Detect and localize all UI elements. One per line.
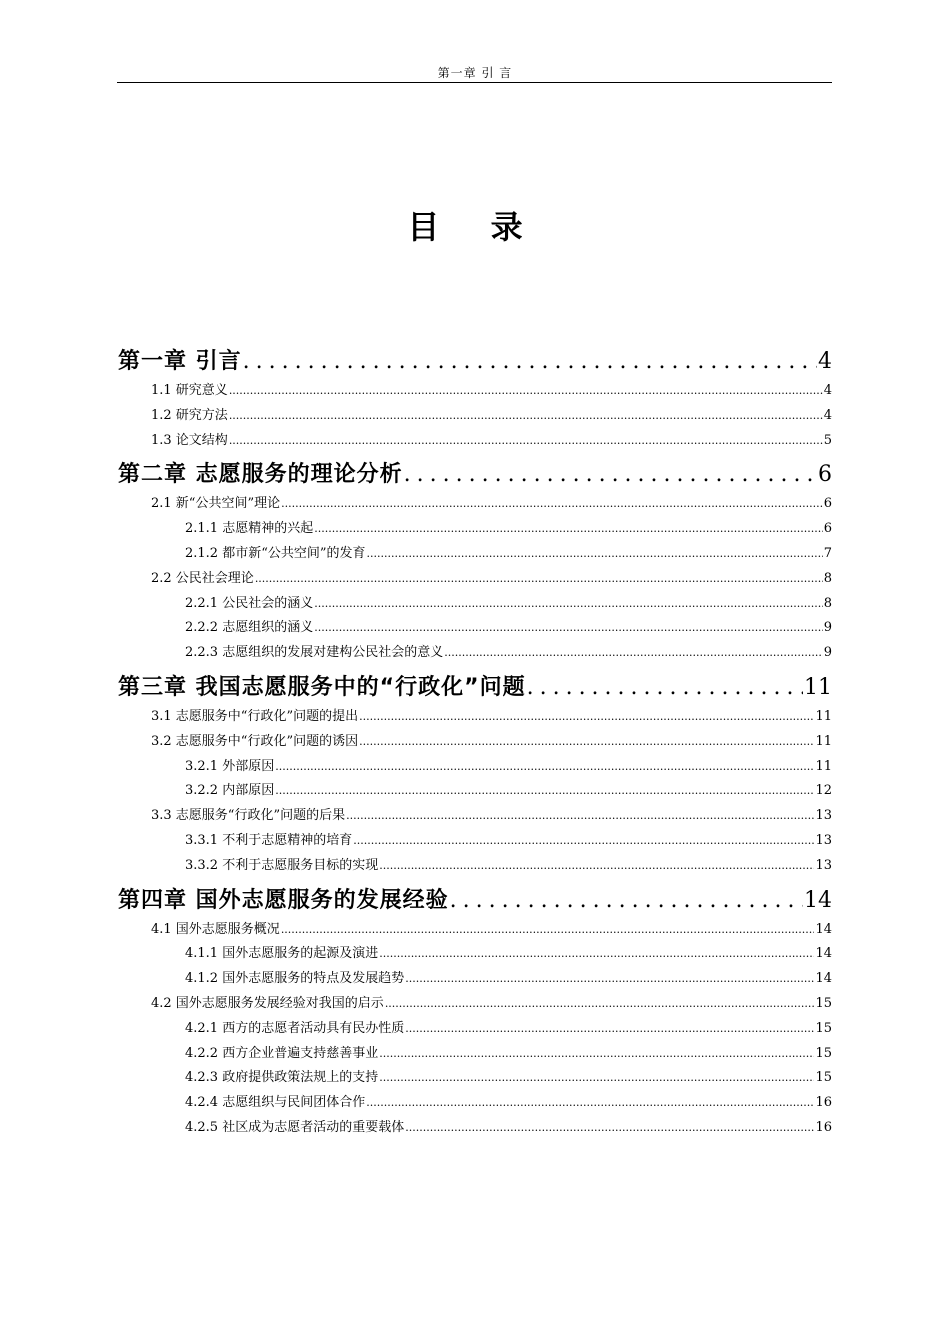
dot-leader: [379, 942, 814, 967]
toc-entry-label: 3.3.2 不利于志愿服务目标的实现: [185, 857, 379, 873]
toc-page-number: 13: [815, 808, 832, 824]
dot-leader: [405, 967, 814, 992]
toc-page-number: 8: [823, 570, 832, 586]
toc-page-number: 6: [823, 496, 832, 512]
toc-page-number: 14: [804, 887, 832, 913]
toc-entry-label: 4.2.1 西方的志愿者活动具有民办性质: [185, 1020, 405, 1036]
dot-leader: [450, 883, 803, 918]
toc-section-entry[interactable]: [118, 804, 832, 829]
toc-entry-label: 1.3 论文结构: [151, 432, 228, 448]
toc-entry-label: 第二章 志愿服务的理论分析: [118, 462, 403, 488]
toc-section-entry[interactable]: [118, 1066, 832, 1091]
toc-page-number: 15: [815, 995, 832, 1011]
toc-entry-label: 3.2.1 外部原因: [185, 758, 275, 774]
dot-leader: [243, 344, 817, 379]
dot-leader: [404, 457, 817, 492]
toc-entry-label: 4.2.2 西方企业普遍支持慈善事业: [185, 1045, 379, 1061]
dot-leader: [405, 1116, 814, 1141]
toc-entry-label: 2.2.2 志愿组织的涵义: [185, 620, 314, 636]
toc-section-entry[interactable]: [118, 967, 832, 992]
toc-page-number: 16: [815, 1119, 832, 1135]
toc-entry-label: 第一章 引言: [118, 349, 242, 374]
toc-section-entry[interactable]: [118, 1116, 832, 1141]
dot-leader: [314, 517, 823, 542]
toc-entry-label: 4.1 国外志愿服务概况: [151, 921, 280, 937]
toc-entry-label: 2.2.3 志愿组织的发展对建构公民社会的意义: [185, 645, 444, 661]
dot-leader: [281, 492, 823, 517]
toc-section-entry[interactable]: [118, 1017, 832, 1042]
toc-section-entry[interactable]: [118, 641, 832, 666]
dot-leader: [275, 779, 814, 804]
toc-entry-label: 3.3 志愿服务“行政化”问题的后果: [151, 808, 346, 824]
toc-page-number: 6: [823, 521, 832, 537]
toc-section-entry[interactable]: [118, 542, 832, 567]
dot-leader: [405, 1017, 814, 1042]
dot-leader: [346, 804, 814, 829]
toc-section-entry[interactable]: [118, 592, 832, 617]
toc-page-number: 16: [815, 1095, 832, 1111]
toc-page-number: 4: [823, 407, 832, 423]
toc-section-entry[interactable]: [118, 942, 832, 967]
dot-leader: [281, 918, 815, 943]
toc-page-number: 6: [818, 462, 832, 488]
toc-entry-label: 第三章 我国志愿服务中的“行政化”问题: [118, 674, 526, 700]
toc-page-number: 11: [815, 758, 832, 774]
toc-section-entry[interactable]: [118, 730, 832, 755]
toc-page-number: 14: [815, 971, 832, 987]
toc-entry-label: 4.2.3 政府提供政策法规上的支持: [185, 1070, 379, 1086]
toc-entry-label: 2.2 公民社会理论: [151, 570, 254, 586]
toc-page-number: 15: [815, 1045, 832, 1061]
toc-page-number: 15: [815, 1070, 832, 1086]
dot-leader: [379, 1066, 814, 1091]
dot-leader: [229, 404, 823, 429]
toc-page-number: 11: [804, 674, 832, 700]
toc-entry-label: 2.1 新“公共空间”理论: [151, 496, 281, 512]
toc-section-entry[interactable]: [118, 854, 832, 879]
toc-entry-label: 4.2.4 志愿组织与民间团体合作: [185, 1095, 366, 1111]
toc-entry-label: 4.2 国外志愿服务发展经验对我国的启示: [151, 995, 384, 1011]
toc-entry-label: 4.1.1 国外志愿服务的起源及演进: [185, 946, 379, 962]
toc-entry-label: 4.1.2 国外志愿服务的特点及发展趋势: [185, 971, 405, 987]
toc-section-entry[interactable]: [118, 705, 832, 730]
dot-leader: [229, 429, 823, 454]
toc-page-number: 14: [815, 946, 832, 962]
dot-leader: [366, 1091, 814, 1116]
toc-entry-label: 2.1.1 志愿精神的兴起: [185, 521, 314, 537]
toc-section-entry[interactable]: [118, 1042, 832, 1067]
toc-entry-label: 1.1 研究意义: [151, 383, 228, 398]
dot-leader: [275, 755, 814, 780]
toc-entry-label: 1.2 研究方法: [151, 407, 228, 423]
toc-section-entry[interactable]: [118, 1091, 832, 1116]
dot-leader: [367, 542, 823, 567]
dot-leader: [314, 592, 823, 617]
toc-entry-label: 4.2.5 社区成为志愿者活动的重要载体: [185, 1119, 405, 1135]
toc-section-entry[interactable]: [118, 755, 832, 780]
toc-entry-label: 3.1 志愿服务中“行政化”问题的提出: [151, 708, 359, 724]
toc-entry-label: 第四章 国外志愿服务的发展经验: [118, 887, 449, 913]
toc-page-number: 5: [823, 432, 832, 448]
toc-page-number: 7: [823, 545, 832, 561]
toc-section-entry[interactable]: [118, 517, 832, 542]
toc-page-number: 14: [815, 921, 832, 937]
toc-section-entry[interactable]: [118, 829, 832, 854]
dot-leader: [255, 567, 823, 592]
toc-page-number: 12: [815, 783, 832, 799]
toc-section-entry[interactable]: [118, 992, 832, 1017]
toc-page-number: 11: [815, 733, 832, 749]
toc-section-entry[interactable]: [118, 616, 832, 641]
running-header: 第一章 引 言: [437, 66, 513, 80]
toc-entry-label: 3.2.2 内部原因: [185, 783, 275, 799]
dot-leader: [527, 670, 803, 705]
toc-chapter-entry[interactable]: [118, 457, 832, 492]
toc-section-entry[interactable]: [118, 379, 832, 404]
dot-leader: [353, 829, 814, 854]
toc-page-number: 13: [815, 832, 832, 848]
dot-leader: [385, 992, 815, 1017]
toc-page-number: 4: [823, 383, 832, 398]
toc-page-number: 8: [823, 595, 832, 611]
toc-section-entry[interactable]: [118, 918, 832, 943]
toc-section-entry[interactable]: [118, 567, 832, 592]
toc-chapter-entry[interactable]: [118, 883, 832, 918]
toc-entry-label: 2.1.2 都市新“公共空间”的发育: [185, 545, 366, 561]
toc-page-number: 9: [823, 620, 832, 636]
toc-page-number: 13: [815, 857, 832, 873]
toc-page-number: 11: [815, 708, 832, 724]
dot-leader: [229, 379, 823, 404]
toc-section-entry[interactable]: [118, 779, 832, 804]
toc-entry-label: 2.2.1 公民社会的涵义: [185, 595, 314, 611]
toc-chapter-entry[interactable]: [118, 670, 832, 705]
dot-leader: [359, 730, 814, 755]
toc-page-number: 4: [818, 349, 832, 374]
toc-entry-label: 3.3.1 不利于志愿精神的培育: [185, 832, 353, 848]
dot-leader: [379, 854, 814, 879]
toc-entry-label: 3.2 志愿服务中“行政化”问题的诱因: [151, 733, 359, 749]
toc-section-entry[interactable]: [118, 492, 832, 517]
toc-page-number: 15: [815, 1020, 832, 1036]
toc-chapter-entry[interactable]: [118, 344, 832, 379]
toc-section-entry[interactable]: [118, 429, 832, 454]
table-of-contents: [118, 340, 832, 1141]
header-rule: [117, 82, 832, 83]
dot-leader: [314, 616, 823, 641]
toc-section-entry[interactable]: [118, 404, 832, 429]
toc-page-number: 9: [823, 645, 832, 661]
page-title: 目 录: [407, 208, 543, 246]
dot-leader: [379, 1042, 814, 1067]
dot-leader: [444, 641, 823, 666]
dot-leader: [359, 705, 814, 730]
